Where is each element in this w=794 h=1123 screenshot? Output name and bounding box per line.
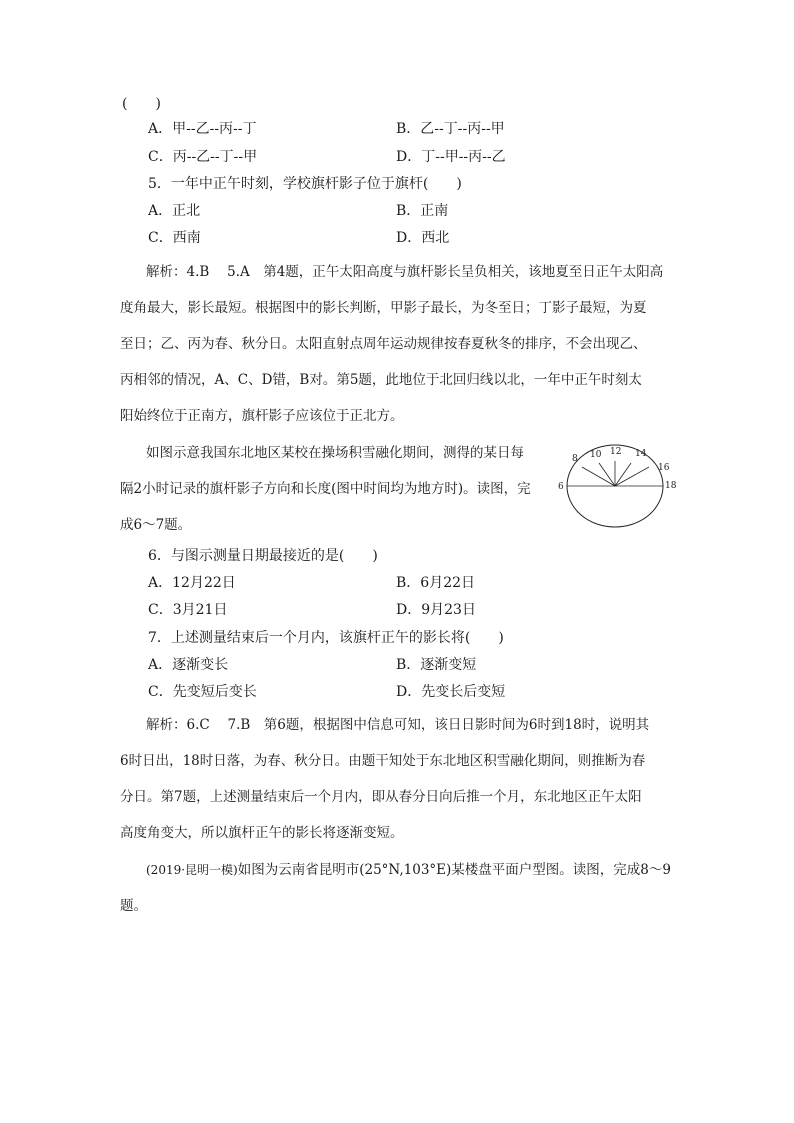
exp67-line-4: 高度角变大，所以旗杆正午的影长将逐渐变短。 [120,825,404,841]
q6-option-d: D．9月23日 [396,602,476,618]
hour-label-12: 12 [610,447,622,457]
q7-stem: 7．上述测量结束后一个月内，该旗杆正午的影长将( ) [148,630,504,646]
q7-option-b: B．逐渐变短 [396,657,477,673]
exp67-line-1: 解析：6.C 7.B 第6题，根据图中信息可知，该日日影时间为6时到18时，说明其 [146,717,650,733]
q7-option-d: D．先变长后变短 [396,684,506,700]
q4-option-a: A．甲--乙--丙--丁 [148,121,257,137]
intro67-line-1: 如图示意我国东北地区某校在操场积雪融化期间，测得的某日每 [146,445,524,461]
exp45-line-5: 阳始终位于正南方，旗杆影子应该位于正北方。 [120,408,404,424]
hour-label-8: 8 [572,454,578,464]
hour-label-14: 14 [635,449,647,459]
hour-label-6: 6 [558,482,564,492]
hour-label-18: 18 [665,481,677,491]
q6-option-a: A．12月22日 [148,575,236,591]
q6-stem: 6．与图示测量日期最接近的是( ) [148,548,378,564]
hour-label-10: 10 [590,450,602,460]
shadow-8h [582,467,615,486]
q6-option-c: C．3月21日 [148,602,228,618]
q7-option-c: C．先变短后变长 [148,684,257,700]
shadow-16h [615,467,649,486]
exp45-line-1: 解析：4.B 5.A 第4题，正午太阳高度与旗杆影长呈负相关，该地夏至日正午太阳高 [146,264,664,280]
intro67-line-3: 成6～7题。 [120,517,192,533]
q5-option-c: C．西南 [148,230,201,246]
q6-option-b: B．6月22日 [396,575,476,591]
shadow-10h [599,463,615,486]
exp67-line-2: 6时日出，18时日落，为春、秋分日。由题干知处于东北地区积雪融化期间，则推断为春 [120,753,646,769]
intro67-line-2: 隔2小时记录的旗杆影子方向和长度(图中时间均为地方时)。读图，完 [120,481,531,497]
intro89-source: (2019·昆明一模) [146,863,238,877]
q7-option-a: A．逐渐变长 [148,657,229,673]
q4-option-b: B．乙--丁--丙--甲 [396,121,505,137]
q5-stem: 5．一年中正午时刻，学校旗杆影子位于旗杆( ) [148,176,462,192]
hour-label-16: 16 [658,463,670,473]
q4-option-c: C．丙--乙--丁--甲 [148,149,258,165]
flagpole-shadow-figure [557,440,679,530]
exp45-line-3: 至日；乙、丙为春、秋分日。太阳直射点周年运动规律按春夏秋冬的排序，不会出现乙、 [120,336,647,352]
q5-option-b: B．正南 [396,203,449,219]
q5-option-a: A．正北 [148,203,201,219]
intro89-line-1: (2019·昆明一模)如图为云南省昆明市(25°N,103°E)某楼盘平面户型图。读图，完成8～9 [146,862,671,878]
exp67-line-3: 分日。第7题，上述测量结束后一个月内，即从春分日向后推一个月，东北地区正午太阳 [120,789,642,805]
q5-option-d: D．西北 [396,230,450,246]
exp45-line-2: 度角最大，影长最短。根据图中的影长判断，甲影子最长，为冬至日；丁影子最短，为夏 [120,300,647,316]
shadow-14h [615,463,631,486]
intro89-line-2: 题。 [120,898,147,914]
q4-answer-paren: ( ) [122,96,161,112]
exp45-line-4: 丙相邻的情况，A、C、D错，B对。第5题，此地位于北回归线以北，一年中正午时刻太 [120,372,642,388]
q4-option-d: D．丁--甲--丙--乙 [396,149,506,165]
